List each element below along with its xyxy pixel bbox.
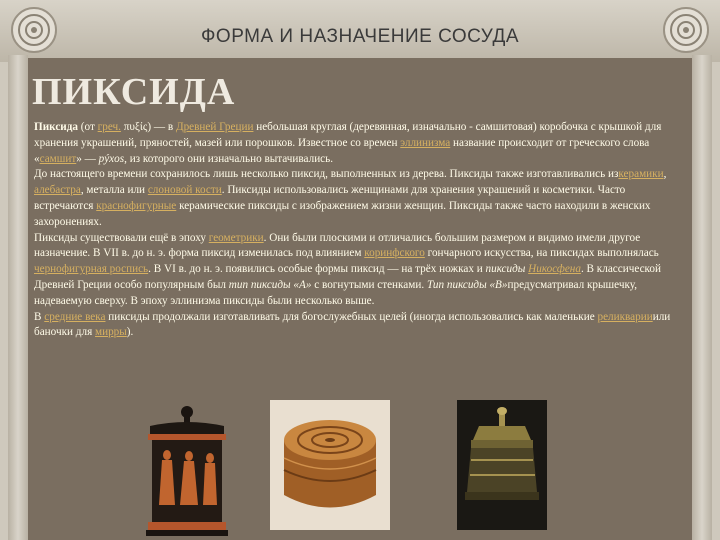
wiki-link[interactable]: слоновой кости [147, 184, 222, 197]
text-run: предусматривал крышечку, надеваемую сверху. В эпоху эллинизма пиксиды были несколько выше. [34, 278, 638, 307]
text-run: Пиксиды существовали ещё в эпоху [34, 231, 209, 244]
text-run: πυξίς) — в [120, 121, 176, 133]
text-run: название происходит от греческого слова « [34, 136, 650, 165]
wiki-link[interactable]: коринфского [364, 247, 425, 260]
paragraph [34, 167, 686, 230]
wiki-link[interactable]: самшит [39, 152, 77, 165]
text-run: . Пиксиды использовались женщинами для хранения украшений и косметики. Часто встречаются [34, 184, 626, 212]
paragraph [34, 231, 686, 310]
text-run: , металла или [80, 184, 148, 197]
wooden-round-pyxis-photo [270, 400, 390, 530]
wiki-link[interactable]: алебастра [34, 184, 81, 197]
wiki-link[interactable]: греч. [97, 121, 121, 133]
wiki-link[interactable]: чернофигурная роспись [34, 263, 149, 276]
text-run: с вогнутыми стенками. [311, 278, 427, 291]
text-run: пиксиды [485, 263, 529, 276]
text-run: pýxos [98, 152, 125, 165]
text-run: . Они были плоскими и отличались большим размером и видимо имели другое назначение. В VII в. до н. э. форма пиксид изменилась под влиянием [34, 231, 641, 260]
wiki-link[interactable]: мирры [95, 326, 127, 339]
header-frame [0, 0, 720, 62]
text-run: тип пиксиды «А» [228, 278, 312, 291]
text-run: ). [126, 326, 134, 339]
text-run: , [663, 168, 667, 181]
wiki-link[interactable]: геометрики [208, 231, 264, 244]
wiki-link[interactable]: Древней Греции [175, 121, 254, 133]
text-run: Пиксида [34, 121, 78, 133]
text-run: или баночки для [34, 310, 671, 339]
wiki-link[interactable]: эллинизма [400, 136, 451, 149]
column-left [8, 55, 28, 540]
text-run: , из которого они изначально вытачивались. [124, 152, 334, 165]
text-run: . В классической Древней Греции особо популярным был [34, 263, 661, 291]
text-run: керамические пиксиды с изображением жизни женщин. Пиксиды также часто находили в женских захоронениях. [34, 199, 651, 228]
text-run: » — [76, 152, 99, 165]
wiki-link[interactable]: краснофигурные [96, 199, 177, 212]
text-run: Тип пиксиды «B» [426, 278, 508, 291]
text-run: гончарного искусства, на пиксидах выполнялась [424, 247, 659, 260]
text-run: До настоящего времени сохранилось лишь несколько пиксид, выполненных из дерева. Пиксиды также изготавливались из [34, 168, 619, 181]
wiki-link[interactable]: средние века [44, 310, 106, 323]
text-run: (от [77, 121, 98, 133]
wiki-link[interactable]: реликварии [597, 310, 653, 323]
text-run: пиксиды продолжали изготавливать для богослужебных целей (иногда использовались как маленькие [105, 310, 598, 323]
slide-header-title: ФОРМА И НАЗНАЧЕНИЕ СОСУДА [200, 26, 520, 47]
column-right [692, 55, 712, 540]
red-figure-pyxis-photo [142, 400, 232, 538]
text-run: . В VI в. до н. э. появились особые формы пиксид — на трёх ножках и [148, 263, 486, 276]
paragraph [34, 310, 686, 342]
wiki-link[interactable]: Никосфена [528, 263, 581, 276]
page-title: ПИКСИДА [32, 71, 236, 113]
text-run: В [34, 310, 45, 323]
text-run: небольшая круглая (деревянная, изначально - самшитовая) коробочка с крышкой для хранения украшений, пряностей, мазей или порошков. Известное со времен [34, 121, 662, 149]
wiki-link[interactable]: керамики [618, 168, 664, 181]
metal-lidded-pyxis-photo [457, 400, 547, 530]
article-body [34, 120, 686, 341]
paragraph [34, 120, 686, 167]
